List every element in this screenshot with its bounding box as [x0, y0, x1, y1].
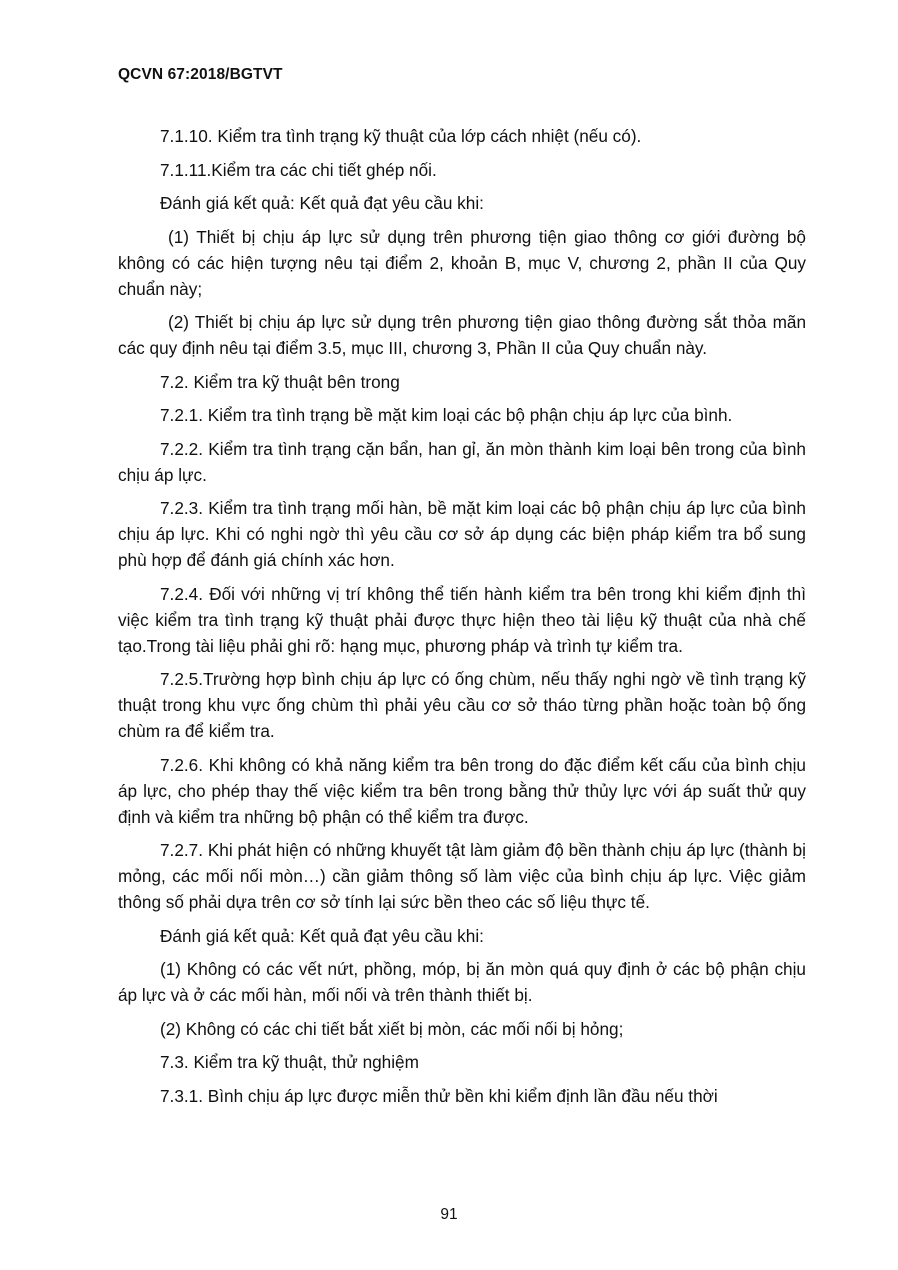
- paragraph-7-3-1: 7.3.1. Bình chịu áp lực được miễn thử bền khi kiểm định lần đầu nếu thời: [160, 1085, 718, 1106]
- section-heading-7-3: 7.3. Kiểm tra kỹ thuật, thử nghiệm: [160, 1052, 419, 1072]
- document-code-header: QCVN 67:2018/BGTVT: [118, 66, 283, 83]
- paragraph-condition-1: (1) Không có các vết nứt, phồng, móp, bị ăn mòn quá quy định ở các bộ phận chịu áp lực và ở các mối hàn, mối nối và trên thành thiết bị.: [118, 959, 806, 1005]
- paragraph-condition-rail: (2) Thiết bị chịu áp lực sử dụng trên phương tiện giao thông đường sắt thỏa mãn các quy định nêu tại điểm 3.5, mục III, chương 3, Phần II của Quy chuẩn này.: [118, 312, 806, 358]
- document-body: [118, 123, 806, 1116]
- paragraph-7-2-2: 7.2.2. Kiểm tra tình trạng cặn bẩn, han gỉ, ăn mòn thành kim loại bên trong của bình chịu áp lực.: [118, 438, 806, 485]
- paragraph-7-2-4: 7.2.4. Đối với những vị trí không thể tiến hành kiểm tra bên trong khi kiểm định thì việc kiểm tra tình trạng kỹ thuật phải được thực hiện theo tài liệu kỹ thuật của nhà chế tạo.Trong tài liệu phải ghi rõ: hạng mục, phương pháp và trình tự kiểm tra.: [118, 583, 806, 656]
- page-number: 91: [440, 1206, 458, 1223]
- paragraph-7-1-11: 7.1.11.Kiểm tra các chi tiết ghép nối.: [160, 159, 437, 180]
- paragraph-evaluation-2: Đánh giá kết quả: Kết quả đạt yêu cầu khi:: [160, 925, 484, 946]
- paragraph-condition-2: (2) Không có các chi tiết bắt xiết bị mòn, các mối nối bị hỏng;: [160, 1018, 624, 1039]
- paragraph-condition-road: (1) Thiết bị chịu áp lực sử dụng trên phương tiện giao thông cơ giới đường bộ không có các hiện tượng nêu tại điểm 2, khoản B, mục V, chương 2, phần II của Quy chuẩn này;: [118, 226, 806, 299]
- paragraph-7-2-6: 7.2.6. Khi không có khả năng kiểm tra bên trong do đặc điểm kết cấu của bình chịu áp lực, cho phép thay thế việc kiểm tra bên trong bằng thử thủy lực với áp suất thử quy định và kiểm tra những bộ phận có thể kiểm tra được.: [118, 754, 806, 827]
- paragraph-7-2-7: 7.2.7. Khi phát hiện có những khuyết tật làm giảm độ bền thành chịu áp lực (thành bị mỏng, các mối nối mòn…) cần giảm thông số làm việc của bình chịu áp lực. Việc giảm thông số phải dựa trên cơ sở tính lại sức bền theo các số liệu thực tế.: [118, 840, 806, 912]
- paragraph-evaluation-1: Đánh giá kết quả: Kết quả đạt yêu cầu khi:: [160, 193, 484, 213]
- section-heading-7-2: 7.2. Kiểm tra kỹ thuật bên trong: [160, 371, 400, 392]
- paragraph-7-1-10: 7.1.10. Kiểm tra tình trạng kỹ thuật của lớp cách nhiệt (nếu có).: [160, 126, 642, 146]
- paragraph-7-2-1: 7.2.1. Kiểm tra tình trạng bề mặt kim loại các bộ phận chịu áp lực của bình.: [160, 405, 733, 425]
- paragraph-7-2-3: 7.2.3. Kiểm tra tình trạng mối hàn, bề mặt kim loại các bộ phận chịu áp lực của bình chịu áp lực. Khi có nghi ngờ thì yêu cầu cơ sở áp dụng các biện pháp kiểm tra bổ sung phù hợp để đánh giá chính xác hơn.: [118, 498, 806, 570]
- paragraph-7-2-5: 7.2.5.Trường hợp bình chịu áp lực có ống chùm, nếu thấy nghi ngờ về tình trạng kỹ thuật trong khu vực ống chùm thì phải yêu cầu cơ sở tháo từng phần hoặc toàn bộ ống chùm ra để kiểm tra.: [118, 669, 806, 741]
